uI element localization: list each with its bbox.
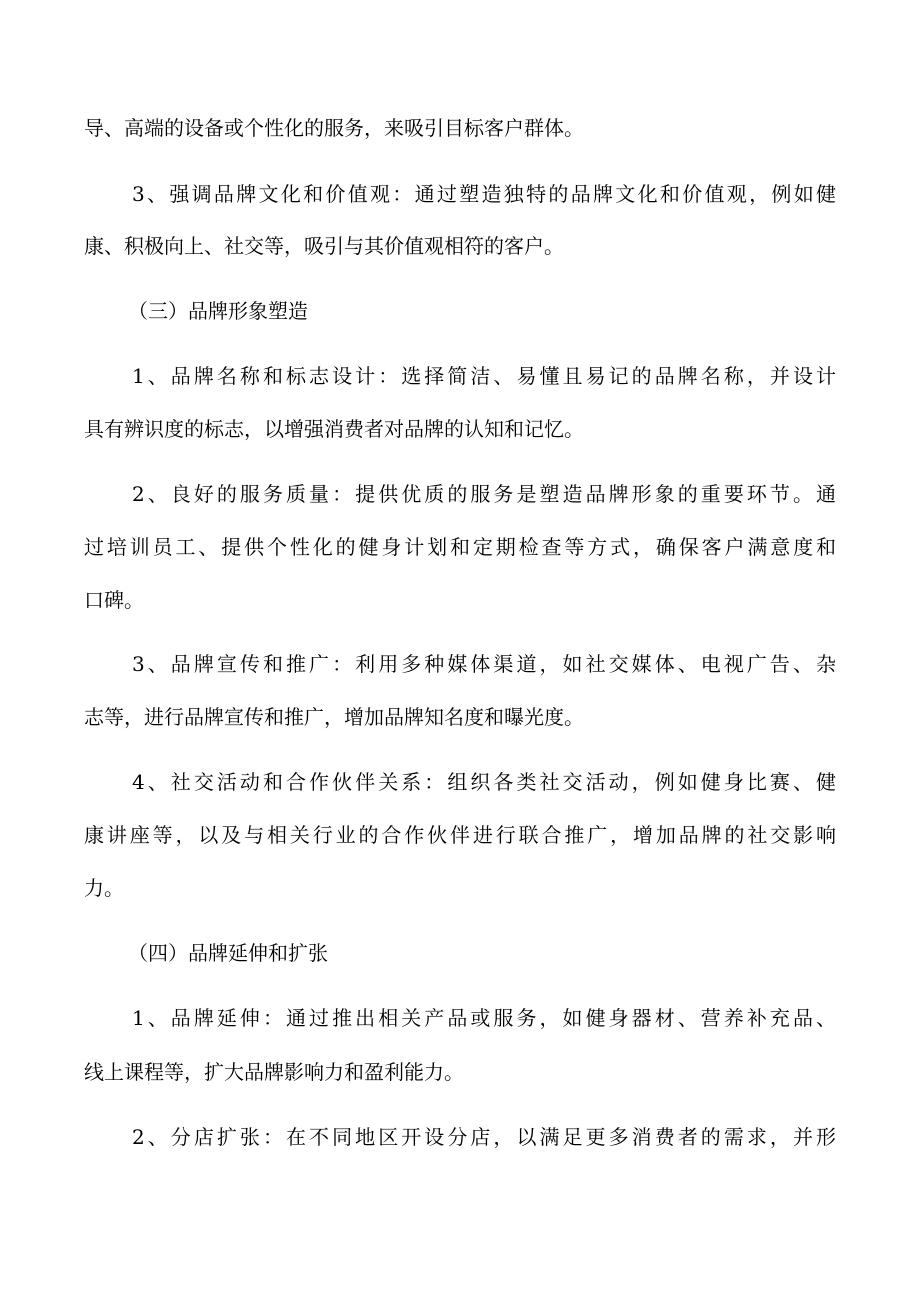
paragraph-line: 志等，进行品牌宣传和推广，增加品牌知名度和曝光度。 <box>84 705 584 729</box>
paragraph-line: 康讲座等，以及与相关行业的合作伙伴进行联合推广，增加品牌的社交影响 <box>84 823 836 847</box>
paragraph-line: 2、良好的服务质量：提供优质的服务是塑造品牌形象的重要环节。通 <box>132 482 836 506</box>
paragraph-line: 3、强调品牌文化和价值观：通过塑造独特的品牌文化和价值观，例如健 <box>132 182 836 206</box>
paragraph-line: 过培训员工、提供个性化的健身计划和定期检查等方式，确保客户满意度和 <box>84 535 836 559</box>
paragraph-line: 康、积极向上、社交等，吸引与其价值观相符的客户。 <box>84 234 564 258</box>
paragraph-line: 2、分店扩张：在不同地区开设分店，以满足更多消费者的需求，并形 <box>132 1125 836 1149</box>
paragraph-line: 口碑。 <box>84 588 144 612</box>
paragraph-line: 3、品牌宣传和推广：利用多种媒体渠道，如社交媒体、电视广告、杂 <box>132 652 836 676</box>
paragraph-line: 4、社交活动和合作伙伴关系：组织各类社交活动，例如健身比赛、健 <box>132 770 836 794</box>
paragraph-line: 具有辨识度的标志，以增强消费者对品牌的认知和记忆。 <box>84 417 584 441</box>
paragraph-line: 线上课程等，扩大品牌影响力和盈利能力。 <box>84 1060 464 1084</box>
paragraph-line: 导、高端的设备或个性化的服务，来吸引目标客户群体。 <box>84 116 584 140</box>
section-heading: （四）品牌延伸和扩张 <box>128 941 328 965</box>
paragraph-line: 1、品牌延伸：通过推出相关产品或服务，如健身器材、营养补充品、 <box>132 1006 836 1030</box>
paragraph-line: 1、品牌名称和标志设计：选择简洁、易懂且易记的品牌名称，并设计 <box>132 364 836 388</box>
paragraph-line: 力。 <box>84 876 124 900</box>
section-heading: （三）品牌形象塑造 <box>128 299 308 323</box>
